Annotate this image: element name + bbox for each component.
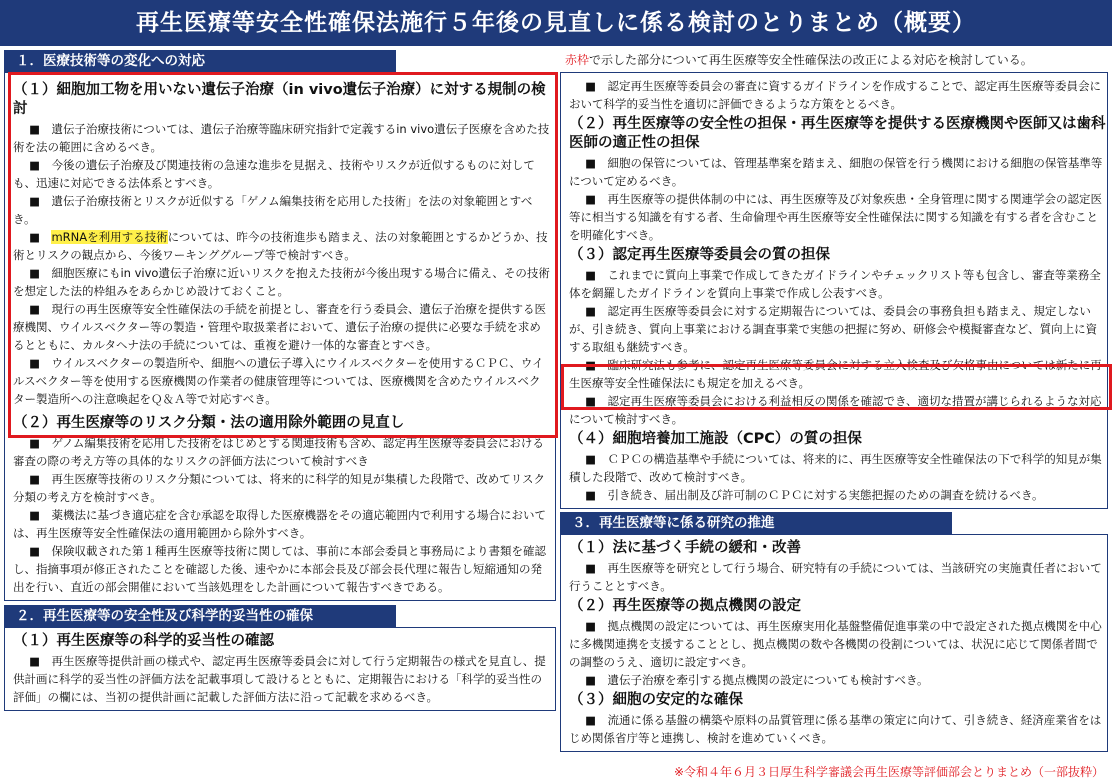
subsection-3-1-heading: （１）法に基づく手続の緩和・改善 bbox=[569, 540, 801, 556]
left-column bbox=[4, 50, 556, 711]
section-3-box bbox=[560, 534, 1108, 752]
list-item: ■ 細胞の保管については、管理基準案を踏まえ、細胞の保管を行う機関における細胞の保管基準等について定めるべき。 bbox=[569, 156, 1103, 188]
subsection-3-3-heading: （３）細胞の安定的な確保 bbox=[569, 692, 743, 708]
list-item: ■ 引き続き、届出制及び許可制のＣＰＣに対する実態把握のための調査を続けるべき。 bbox=[585, 488, 1044, 502]
page-title: 再生医療等安全性確保法施行５年後の見直しに係る検討のとりまとめ（概要） bbox=[0, 0, 1112, 46]
footer-note: ※令和４年６月３日厚生科学審議会再生医療等評価部会とりまとめ（一部抜粋） bbox=[673, 765, 1104, 779]
top-note-red: 赤枠 bbox=[565, 53, 590, 67]
list-item: ■ 保険収載された第１種再生医療等技術に関しては、事前に本部会委員と事務局により書類を確認し、指摘事項が修正されたことを確認した後、速やかに本部会長及び部会長代理に報告し短縮通知の発出を行い、直近の部会開催において当該処理をした計画について報告すべきである。 bbox=[13, 544, 546, 594]
section-2-continued-box bbox=[560, 72, 1108, 509]
section-2-heading: ２．再生医療等の安全性及び科学的妥当性の確保 bbox=[4, 605, 396, 627]
subsection-2-2-heading: （２）再生医療等の安全性の担保・再生医療等を提供する医療機関や医師又は歯科医師の適正性の担保 bbox=[569, 116, 1106, 151]
list-item: ■ 今後の遺伝子治療及び関連技術の急速な進歩を見据え、技術やリスクが近似するものに対しても、迅速に対応できる法体系とすべき。 bbox=[13, 158, 535, 190]
list-item: ■ 細胞医療にもin vivo遺伝子治療に近いリスクを抱えた技術が今後出現する場合に備え、その技術を想定した法的枠組みをあらかじめ設けておくこと。 bbox=[13, 266, 550, 298]
list-item: ■ これまでに質向上事業で作成してきたガイドラインやチェックリスト等も包含し、審査等業務全体を網羅したガイドラインを質向上事業で作成し公表すべき。 bbox=[569, 268, 1101, 300]
list-item-mrna bbox=[13, 228, 551, 264]
section-2-box bbox=[4, 627, 556, 711]
list-item: ■ 遺伝子治療技術については、遺伝子治療等臨床研究指針で定義するin vivo遺伝子医療を含めた技術を法の範囲に含めるべき。 bbox=[13, 122, 550, 154]
list-item: ■ 臨床研究法も参考に、認定再生医療等委員会に対する立入検査及び欠格事由については新たに再生医療等安全性確保法にも規定を加えるべき。 bbox=[569, 358, 1102, 390]
highlighted-text: mRNAを利用する技術 bbox=[51, 230, 168, 244]
list-item: ■ 薬機法に基づき適応症を含む承認を取得した医療機器をその適応範囲内で利用する場合においては、再生医療等安全性確保法の適用範囲から除外すべき。 bbox=[13, 508, 546, 540]
list-item: ■ 認定再生医療等委員会における利益相反の関係を確認でき、適切な措置が講じられるような対応について検討すべき。 bbox=[569, 394, 1102, 426]
right-column bbox=[560, 72, 1108, 752]
subsection-1-1-heading: （１）細胞加工物を用いない遺伝子治療（in vivo遺伝子治療）に対する規制の検討 bbox=[13, 82, 546, 117]
section-1-heading: １．医療技術等の変化への対応 bbox=[4, 50, 396, 72]
list-item: ■ 認定再生医療等委員会の審査に資するガイドラインを作成することで、認定再生医療等委員会において科学的妥当性を適切に評価できるような方策をとるべき。 bbox=[569, 79, 1102, 111]
section-1-box bbox=[4, 72, 556, 601]
list-item: ■ 現行の再生医療等安全性確保法の手続を前提とし、審査を行う委員会、遺伝子治療を提供する医療機関、ウイルスベクター等の製造・管理や取扱業者において、遺伝子治療の提供に必要な手続を求めるとともに、カルタヘナ法の手続については、重複を避け一体的な審査とすべき。 bbox=[13, 302, 546, 352]
list-item: ■ 流通に係る基盤の構築や原料の品質管理に係る基準の策定に向けて、引き続き、経済産業省をはじめ関係省庁等と連携し、検討を進めていくべき。 bbox=[569, 713, 1102, 745]
list-item: ■ 拠点機関の設定については、再生医療実用化基盤整備促進事業の中で設定された拠点機関を中心に多機関連携を支援することとし、拠点機関の数や各機関の役割については、状況に応じて関係者間での調整のうえ、適切に設定すべき。 bbox=[569, 619, 1102, 669]
top-note bbox=[565, 51, 1033, 69]
list-item: ■ 遺伝子治療を牽引する拠点機関の設定についても検討すべき。 bbox=[585, 673, 929, 687]
list-item: ■ 再生医療等技術のリスク分類については、将来的に科学的知見が集積した段階で、改めてリスク分類の考え方を検討すべき。 bbox=[13, 472, 546, 504]
list-item: ■ ウイルスベクターの製造所や、細胞への遺伝子導入にウイルスベクターを使用するＣＰＣ、ウイルスベクター等を使用する医療機関の作業者の健康管理等については、医療機関を含めたウイルスベクター製造所への注意喚起をＱ＆Ａ等で対応すべき。 bbox=[13, 356, 544, 406]
section-3-heading: ３．再生医療等に係る研究の推進 bbox=[560, 512, 952, 534]
list-item: ■ 再生医療等の提供体制の中には、再生医療等及び対象疾患・全身管理に関する関連学会の認定医等に相当する知識を有する者、生命倫理や再生医療等安全性確保法に関する知識を有する者を含むことを明確化すべき。 bbox=[569, 192, 1102, 242]
subsection-1-2-heading: （２）再生医療等のリスク分類・法の適用除外範囲の見直し bbox=[13, 415, 405, 431]
list-item: ■ 再生医療等提供計画の様式や、認定再生医療等委員会に対して行う定期報告の様式を見直し、提供計画に科学的妥当性の評価方法を記載事項して設けるとともに、定期報告における「科学的妥当性の評価」の欄には、当初の提供計画に記載した評価方法に沿って記載を求めるべき。 bbox=[13, 654, 546, 704]
list-item: ■ 再生医療等を研究として行う場合、研究特有の手続については、当該研究の実施責任者において行うこととすべき。 bbox=[569, 561, 1102, 593]
list-item: ■ ＣＰＣの構造基準や手続については、将来的に、再生医療等安全性確保法の下で科学的知見が集積した段階で、改めて検討すべき。 bbox=[569, 452, 1102, 484]
list-item: ■ 認定再生医療等委員会に対する定期報告については、委員会の事務負担も踏まえ、規定しないが、引き続き、質向上事業における調査事業で実態の把握に努め、研修会や模擬審査など、質向上に資する取組も継続すべき。 bbox=[569, 304, 1098, 354]
list-item: ■ ゲノム編集技術を応用した技術をはじめとする関連技術も含め、認定再生医療等委員会における審査の際の考え方等の具体的なリスクの評価方法について検討すべき bbox=[13, 436, 544, 468]
list-item: ■ 遺伝子治療技術とリスクが近似する「ゲノム編集技術を応用した技術」を法の対象範囲とすべき。 bbox=[13, 194, 533, 226]
subsection-2-3-heading: （３）認定再生医療等委員会の質の担保 bbox=[569, 247, 830, 263]
bullet: ■ bbox=[29, 230, 52, 244]
subsection-2-1-heading: （１）再生医療等の科学的妥当性の確認 bbox=[13, 633, 274, 649]
subsection-3-2-heading: （２）再生医療等の拠点機関の設定 bbox=[569, 598, 801, 614]
top-note-text: で示した部分について再生医療等安全性確保法の改正による対応を検討している。 bbox=[589, 53, 1033, 67]
text: については、昨今の技術進歩も踏まえ、法の対象範囲とするかどうか、技術とリスクの観点から、今後ワーキンググループ等で検討すべき。 bbox=[13, 230, 548, 262]
subsection-2-4-heading: （４）細胞培養加工施設（CPC）の質の担保 bbox=[569, 431, 862, 447]
